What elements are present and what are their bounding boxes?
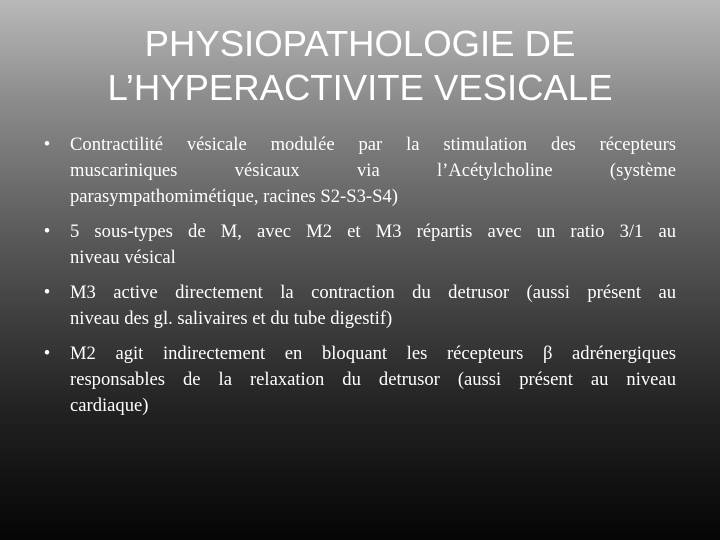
bullet-3-line-1: M3 active directement la contraction du detrusor (aussi présent au: [70, 282, 676, 303]
bullet-text-2: [70, 219, 676, 271]
bullet-1-line-3: parasympathomimétique, racines S2-S3-S4): [70, 186, 398, 207]
bullet-1-line-1: Contractilité vésicale modulée par la stimulation des récepteurs: [70, 134, 676, 155]
bullet-icon: •: [43, 343, 51, 364]
bullet-item-2: [40, 219, 676, 271]
bullet-2-line-2: niveau vésical: [70, 247, 176, 268]
bullet-item-4: [40, 341, 676, 419]
bullet-icon: •: [43, 221, 51, 242]
bullet-3-line-2: niveau des gl. salivaires et du tube digestif): [70, 308, 393, 329]
bullet-text-3: [70, 280, 676, 332]
slide-title: [40, 22, 680, 110]
bullet-icon: •: [43, 134, 51, 155]
bullet-4-line-1: M2 agit indirectement en bloquant les récepteurs β adrénergiques: [70, 343, 676, 364]
bullet-item-3: [40, 280, 676, 332]
bullet-2-line-1: 5 sous-types de M, avec M2 et M3 répartis avec un ratio 3/1 au: [70, 221, 676, 242]
bullet-text-4: [70, 341, 676, 419]
bullet-1-line-2: muscariniques vésicaux via l’Acétylcholine (système: [70, 160, 676, 181]
bullet-4-line-3: cardiaque): [70, 395, 149, 416]
bullet-item-1: [40, 132, 676, 210]
bullet-icon: •: [43, 282, 51, 303]
bullet-text-1: [70, 132, 676, 210]
bullet-list: [40, 132, 676, 428]
bullet-4-line-2: responsables de la relaxation du detrusor (aussi présent au niveau: [70, 369, 676, 390]
slide-title-line-2: L’HYPERACTIVITE VESICALE: [107, 67, 613, 108]
slide-title-line-1: PHYSIOPATHOLOGIE DE: [144, 23, 576, 64]
